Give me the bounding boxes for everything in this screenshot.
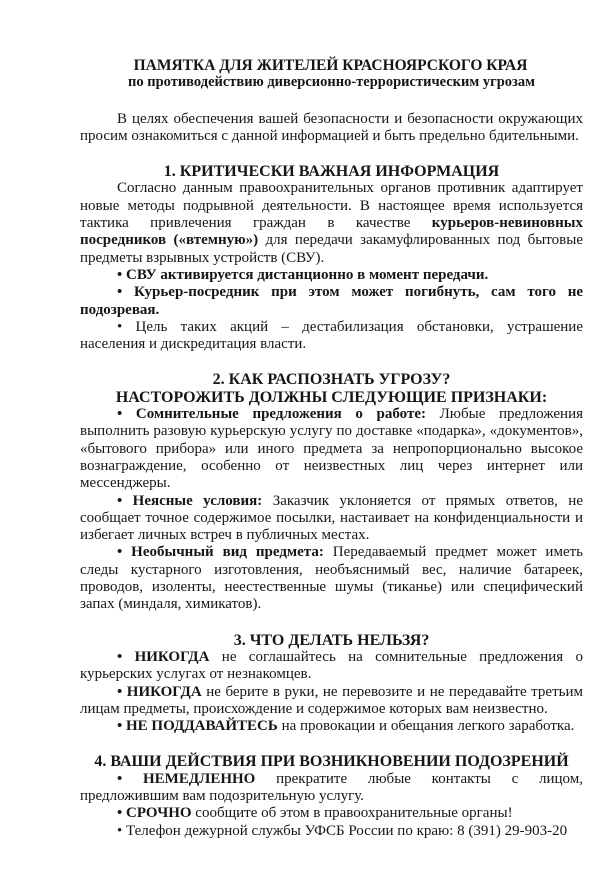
bold-text: • Курьер-посредник при этом может погибнуть, сам того не подозревая.	[80, 284, 583, 318]
document-subtitle: по противодействию диверсионно-террористическим угрозам	[128, 74, 535, 91]
text: Заказчик уклоняется от прямых ответов, не сообщает точное содержимое посылки, настаивает на конфиденциальности и избегает личных встреч в публичных местах.	[80, 492, 583, 544]
section-prohibited	[80, 632, 583, 736]
bold-text: курьеров-невиновных посредников («втемную»)	[80, 215, 583, 249]
section-subheading: НАСТОРОЖИТЬ ДОЛЖНЫ СЛЕДУЮЩИЕ ПРИЗНАКИ:	[115, 388, 548, 406]
section-heading: 4. ВАШИ ДЕЙСТВИЯ ПРИ ВОЗНИКНОВЕНИИ ПОДОЗРЕНИЙ	[94, 753, 569, 771]
bullet-item	[80, 284, 583, 319]
text: на провокации и обещания легкого заработка.	[277, 718, 575, 735]
text: Согласно данным правоохранительных органов противник адаптирует новые методы подрывной деятельности. В настоящее время используется тактика привлечения граждан в качестве	[80, 180, 583, 232]
section-critical-info	[80, 163, 583, 353]
text: Любые предложения выполнить разовую курьерскую услугу по доставке «подарка», «документов», «бытового прибора» или иного предмета за непропорционально высокое вознаграждение, особенно от неизвестных лиц через интернет или мессенджеры.	[80, 406, 583, 492]
bold-text: • НЕ ПОДДАВАЙТЕСЬ	[117, 718, 278, 735]
bullet-item	[80, 718, 583, 735]
section-heading: 2. КАК РАСПОЗНАТЬ УГРОЗУ?	[212, 371, 451, 389]
section-heading: 3. ЧТО ДЕЛАТЬ НЕЛЬЗЯ?	[233, 631, 430, 649]
text: сообщите об этом в правоохранительные органы!	[191, 805, 513, 822]
text: не соглашайтесь на сомнительные предложения о курьерских услугах от незнакомцев.	[80, 648, 583, 683]
bold-text: • НИКОГДА	[117, 648, 210, 665]
section-heading: 1. КРИТИЧЕСКИ ВАЖНАЯ ИНФОРМАЦИЯ	[163, 163, 500, 181]
bullet-item	[80, 493, 583, 545]
bullet-item	[80, 544, 583, 613]
bold-text: • НИКОГДА	[117, 683, 202, 700]
bullet-item	[80, 267, 583, 284]
phone-bullet-item: • Телефон дежурной службы УФСБ России по краю: 8 (391) 29-903-20	[117, 822, 568, 839]
bullet-item	[80, 771, 583, 806]
text: не берите в руки, не перевозите и не передавайте третьим лицам предметы, происхождение и содержимое которых вам неизвестно.	[80, 683, 583, 717]
document-title: ПАМЯТКА ДЛЯ ЖИТЕЛЕЙ КРАСНОЯРСКОГО КРАЯ	[133, 57, 528, 74]
section-actions	[80, 753, 583, 839]
bullet-item: • Цель таких акций – дестабилизация обстановки, устрашение населения и дискредитация власти.	[80, 318, 583, 353]
text: прекратите любые контакты с лицом, предложившим вам подозрительную услугу.	[80, 770, 583, 804]
bullet-item	[80, 684, 583, 719]
text: Передаваемый предмет может иметь следы кустарного изготовления, необъяснимый вес, наличие батареек, проводов, изоленты, неестественные шумы (тиканье) или специфический запах (миндаля, химикатов).	[80, 544, 584, 613]
bold-text: • Сомнительные предложения о работе:	[117, 406, 426, 423]
bold-text: • НЕМЕДЛЕННО	[117, 770, 256, 787]
bullet-item	[80, 649, 583, 684]
text: для передачи закамуфлированных под бытовые предметы взрывных устройств (СВУ).	[80, 232, 583, 266]
intro-paragraph: В целях обеспечения вашей безопасности и безопасности окружающих просим ознакомиться с данной информацией и быть предельно бдительными.	[80, 110, 583, 144]
section-recognize-threat	[80, 371, 583, 613]
bold-text: • СВУ активируется дистанционно в момент передачи.	[117, 266, 489, 283]
bullet-item	[80, 406, 583, 492]
bold-text: • Необычный вид предмета:	[117, 544, 324, 561]
bullet-item	[80, 805, 583, 822]
bold-text: • СРОЧНО	[117, 805, 192, 822]
bold-text: • Неясные условия:	[117, 492, 263, 509]
paragraph	[80, 180, 583, 266]
